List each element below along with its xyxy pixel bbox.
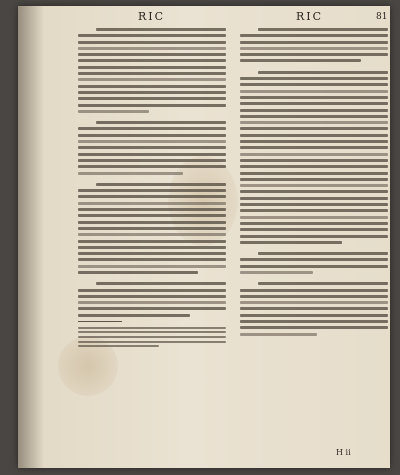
text-line [78, 307, 226, 310]
text-line [78, 265, 226, 268]
text-line [78, 41, 226, 44]
text-line [78, 214, 226, 217]
running-head-left: RIC [138, 10, 166, 23]
text-line [240, 134, 388, 137]
text-line [240, 197, 388, 200]
text-line [240, 165, 388, 168]
text-line [78, 289, 226, 292]
text-line [240, 53, 388, 56]
text-line [258, 28, 388, 31]
text-line [78, 127, 226, 130]
text-line [240, 127, 388, 130]
text-line [240, 228, 388, 231]
text-line [240, 178, 388, 181]
text-line [78, 172, 183, 175]
text-line [78, 97, 226, 100]
text-line [78, 104, 226, 107]
text-line [240, 184, 388, 187]
text-line [78, 110, 149, 113]
text-line [240, 333, 317, 336]
footnote-line [78, 331, 226, 333]
text-line [240, 90, 388, 93]
footnote-line [78, 345, 159, 347]
text-line [78, 314, 190, 317]
book-page [18, 6, 390, 468]
text-line [240, 190, 388, 193]
text-line [78, 159, 226, 162]
text-line [240, 314, 388, 317]
text-line [240, 146, 388, 149]
signature-mark: H ii [336, 448, 351, 457]
text-line [78, 146, 226, 149]
text-line [78, 246, 226, 249]
text-line [258, 282, 388, 285]
text-line [240, 235, 388, 238]
text-line [78, 221, 226, 224]
text-line [78, 202, 226, 205]
text-line [240, 209, 388, 212]
text-line [240, 289, 388, 292]
text-line [78, 233, 226, 236]
page-number: 81 [376, 12, 388, 22]
text-line [240, 222, 388, 225]
text-line [240, 307, 388, 310]
text-line [78, 78, 226, 81]
text-line [78, 240, 226, 243]
text-line [240, 320, 388, 323]
footnote-rule [78, 321, 122, 322]
text-line [240, 153, 388, 156]
text-line [240, 102, 388, 105]
text-line [78, 301, 226, 304]
text-line [96, 121, 226, 124]
text-line [240, 258, 388, 261]
text-line [96, 28, 226, 31]
text-line [240, 326, 388, 329]
text-line [78, 153, 226, 156]
text-line [78, 140, 226, 143]
text-line [96, 282, 226, 285]
gutter-shadow [18, 6, 44, 468]
text-line [240, 265, 388, 268]
text-line [78, 66, 226, 69]
text-line [240, 59, 361, 62]
text-line [240, 83, 388, 86]
text-line [78, 165, 226, 168]
text-line [78, 134, 226, 137]
text-line [240, 295, 388, 298]
text-line [240, 109, 388, 112]
text-line [240, 77, 388, 80]
text-line [240, 271, 313, 274]
text-line [240, 172, 388, 175]
text-line [240, 115, 388, 118]
text-line [78, 195, 226, 198]
text-line [240, 301, 388, 304]
text-line [78, 72, 226, 75]
text-line [240, 241, 342, 244]
text-line [240, 159, 388, 162]
text-line [240, 96, 388, 99]
text-line [240, 140, 388, 143]
text-line [240, 121, 388, 124]
text-line [78, 208, 226, 211]
text-line [240, 203, 388, 206]
text-line [78, 295, 226, 298]
left-text-column [78, 28, 226, 448]
text-line [240, 47, 388, 50]
text-line [258, 252, 388, 255]
text-line [78, 53, 226, 56]
text-line [78, 91, 226, 94]
text-line [96, 183, 226, 186]
text-line [258, 71, 388, 74]
text-line [78, 258, 226, 261]
text-line [78, 227, 226, 230]
text-line [78, 189, 226, 192]
text-line [78, 271, 198, 274]
right-text-column [240, 28, 388, 448]
text-line [240, 216, 388, 219]
footnote-line [78, 341, 226, 343]
running-head-right: RIC [296, 10, 324, 23]
text-line [78, 85, 226, 88]
text-line [240, 34, 388, 37]
text-line [78, 252, 226, 255]
text-line [78, 47, 226, 50]
footnote-line [78, 327, 226, 329]
footnote-line [78, 336, 226, 338]
text-line [78, 59, 226, 62]
text-line [78, 34, 226, 37]
text-line [240, 41, 388, 44]
